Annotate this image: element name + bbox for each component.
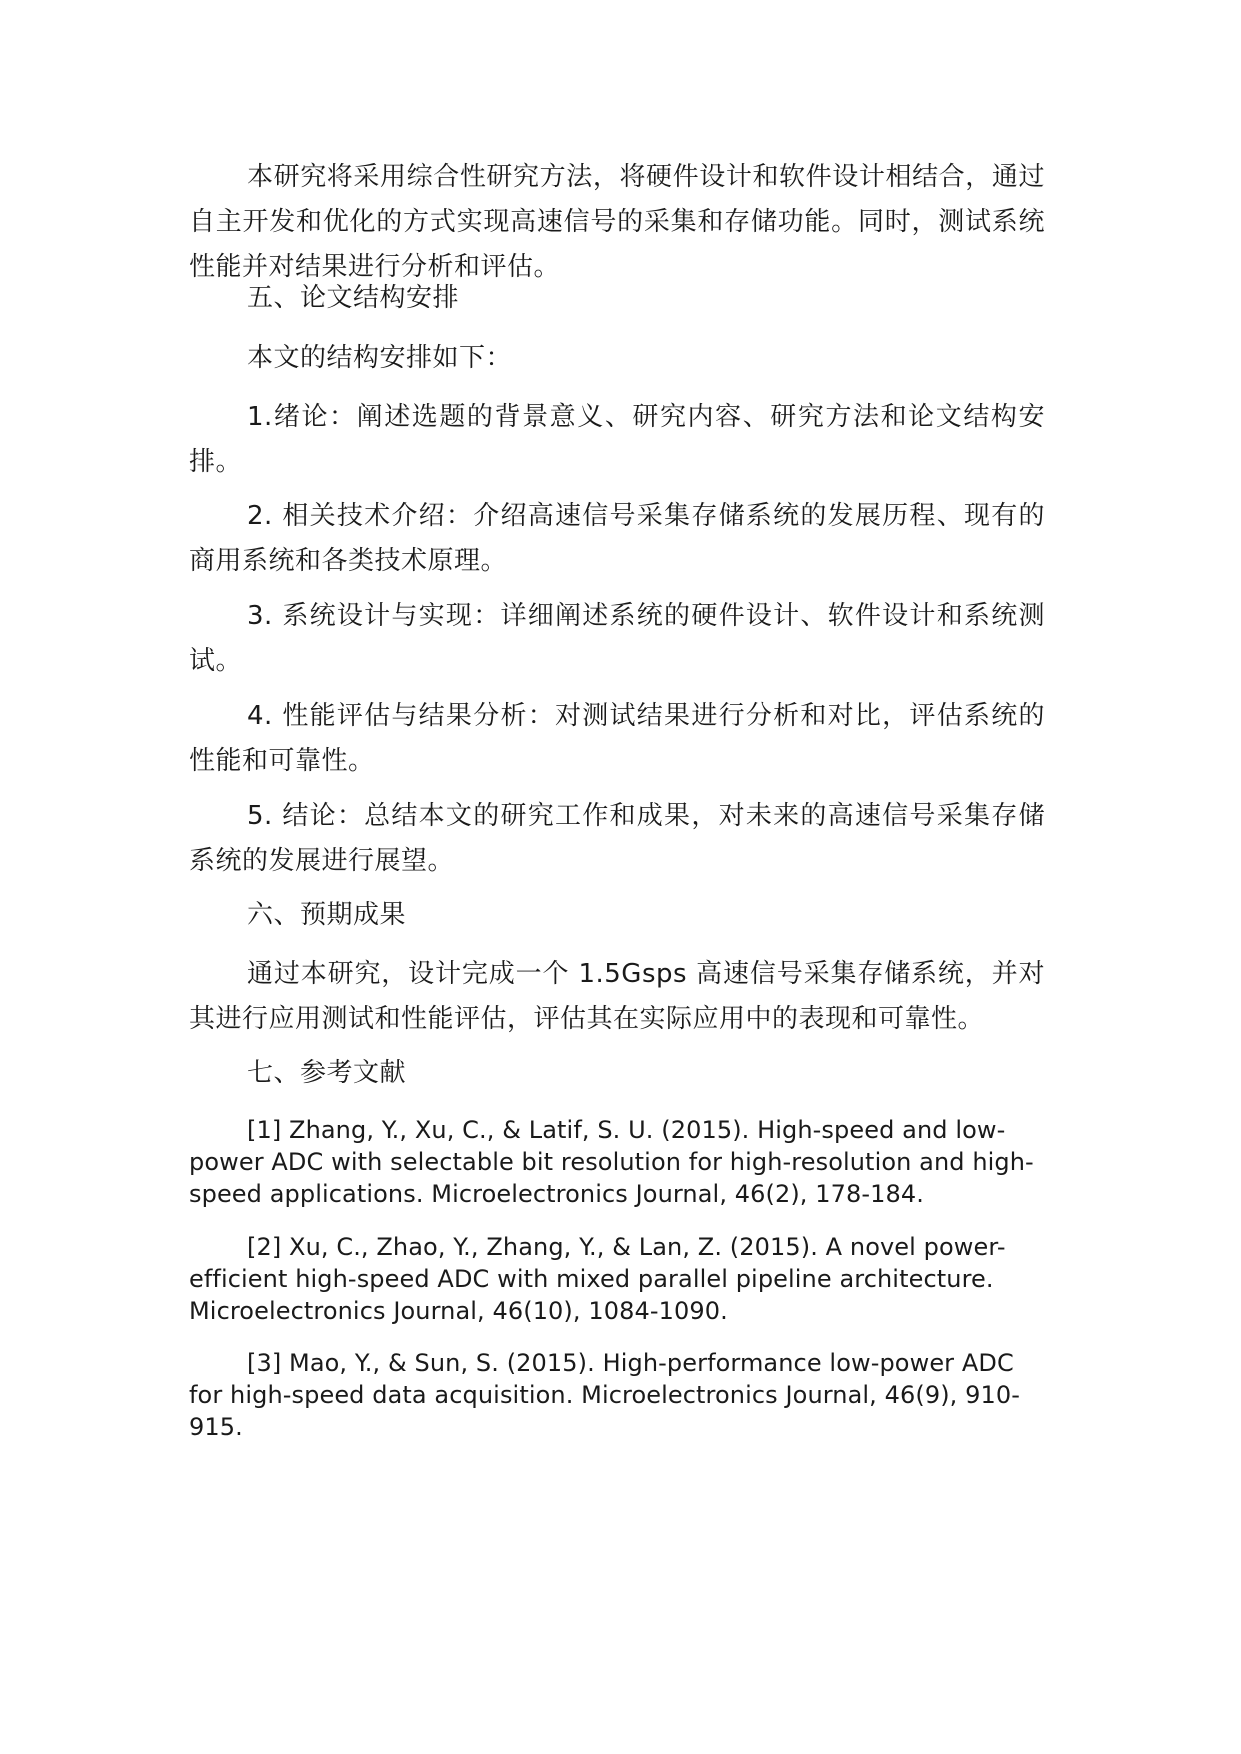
structure-item-2: 2. 相关技术介绍：介绍高速信号采集存储系统的发展历程、现有的商用系统和各类技术原理。 bbox=[189, 501, 1045, 576]
reference-item: [1] Zhang, Y., Xu, C., & Latif, S. U. (2015). High-speed and low-power ADC with selectable bit resolution for high-resolution and high-speed applications. Microelectronics Journal, 46(2), 178-184. bbox=[189, 1116, 1034, 1208]
method-paragraph: 本研究将采用综合性研究方法，将硬件设计和软件设计相结合，通过自主开发和优化的方式实现高速信号的采集和存储功能。同时，测试系统性能并对结果进行分析和评估。 bbox=[189, 162, 1045, 282]
structure-item-3: 3. 系统设计与实现：详细阐述系统的硬件设计、软件设计和系统测试。 bbox=[189, 601, 1045, 676]
section-6-heading: 六、预期成果 bbox=[247, 900, 407, 930]
reference-item: [3] Mao, Y., & Sun, S. (2015). High-performance low-power ADC for high-speed data acquisition. Microelectronics Journal, 46(9), 910-915. bbox=[189, 1349, 1021, 1441]
structure-item-1: 1.绪论：阐述选题的背景意义、研究内容、研究方法和论文结构安排。 bbox=[189, 402, 1045, 477]
expected-results-paragraph: 通过本研究，设计完成一个 1.5Gsps 高速信号采集存储系统，并对其进行应用测试和性能评估，评估其在实际应用中的表现和可靠性。 bbox=[189, 959, 1045, 1034]
structure-intro-paragraph: 本文的结构安排如下： bbox=[247, 343, 513, 373]
structure-item-5: 5. 结论：总结本文的研究工作和成果，对未来的高速信号采集存储系统的发展进行展望。 bbox=[189, 801, 1045, 876]
section-5-heading: 五、论文结构安排 bbox=[247, 283, 460, 313]
structure-item-4: 4. 性能评估与结果分析：对测试结果进行分析和对比，评估系统的性能和可靠性。 bbox=[189, 701, 1045, 776]
reference-item: [2] Xu, C., Zhao, Y., Zhang, Y., & Lan, Z. (2015). A novel power-efficient high-speed ADC with mixed parallel pipeline architecture. Microelectronics Journal, 46(10), 1084-1090. bbox=[189, 1233, 1006, 1325]
section-7-heading: 七、参考文献 bbox=[247, 1058, 407, 1088]
